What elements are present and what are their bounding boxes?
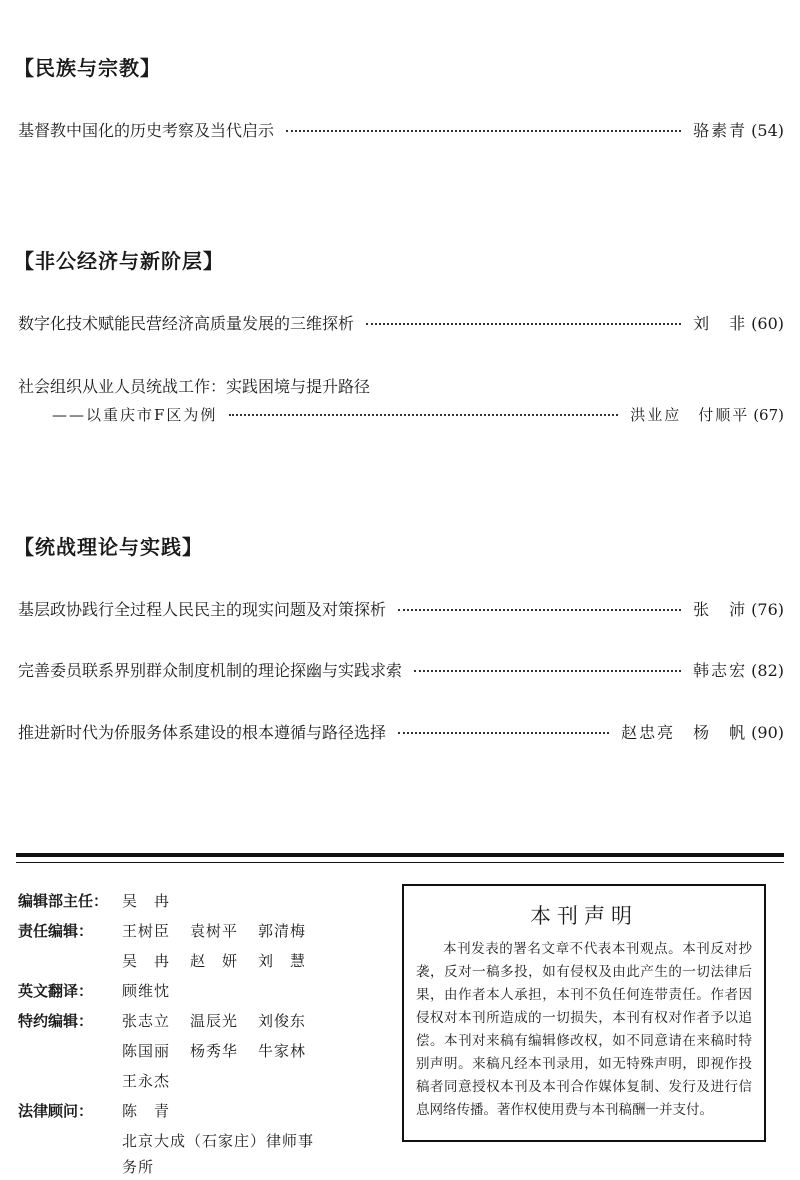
staff-name: 杨秀华 <box>190 1042 239 1060</box>
page-number: (90) <box>751 723 784 742</box>
article-title: 基督教中国化的历史考察及当代启示 <box>18 121 275 140</box>
dot-leader <box>366 322 681 325</box>
article-title: 推进新时代为侨服务体系建设的根本遵循与路径选择 <box>18 723 387 742</box>
page-number: (76) <box>751 600 784 619</box>
article-title: 数字化技术赋能民营经济高质量发展的三维探析 <box>18 314 355 333</box>
staff-name: 郭清梅 <box>258 922 307 940</box>
page-number: (67) <box>753 406 784 424</box>
page-number: (82) <box>751 661 784 680</box>
notice-body: 本刊发表的署名文章不代表本刊观点。本刊反对抄袭，反对一稿多投，如有侵权及由此产生的一切法律后果，由作者本人承担，本刊不负任何连带责任。作者因侵权对本刊所造成的一切损失，本刊有权对作者予以追偿。本刊对来稿有编辑修改权，如不同意请在来稿时特别声明。来稿凡经本刊录用，如无特殊声明，即视作投稿者同意授权本刊及本刊合作媒体复制、发行及进行信息网络传播。著作权使用费与本刊稿酬一并支付。 <box>416 941 752 1118</box>
dot-leader <box>398 731 609 734</box>
staff-name: 牛家林 <box>258 1042 307 1060</box>
article-author: 赵忠亮 杨 帆 <box>621 723 748 742</box>
staff-name: 张志立 <box>122 1012 171 1030</box>
notice-title: 本刊声明 <box>530 904 638 928</box>
staff-row-legal-advisor <box>18 1096 388 1180</box>
staff-name: 顾维忱 <box>122 982 171 1000</box>
staff-name: 吴 冉 <box>122 892 171 910</box>
staff-name: 北京大成（石家庄）律师事务所 <box>122 1132 315 1176</box>
article-author: 刘 非 <box>693 314 748 333</box>
section-heading-ethnicity-religion: 【民族与宗教】 <box>14 56 161 80</box>
staff-name: 吴 冉 <box>122 952 171 970</box>
dot-leader <box>286 129 681 132</box>
staff-name: 刘俊东 <box>258 1012 307 1030</box>
article-author: 骆素青 <box>693 121 748 140</box>
staff-label: 特约编辑： <box>18 1012 94 1030</box>
section-heading-united-front-theory: 【统战理论与实践】 <box>14 535 203 559</box>
page-number: (60) <box>751 314 784 333</box>
staff-name: 王树臣 <box>122 922 171 940</box>
staff-label: 英文翻译： <box>18 982 94 1000</box>
toc-entry[interactable] <box>52 404 784 430</box>
article-title: 基层政协践行全过程人民民主的现实问题及对策探析 <box>18 600 387 619</box>
staff-row-responsible-editors <box>18 916 388 976</box>
section-heading-private-economy: 【非公经济与新阶层】 <box>14 249 224 273</box>
article-title: 完善委员联系界别群众制度机制的理论探幽与实践求索 <box>18 661 403 680</box>
dot-leader <box>414 669 681 672</box>
staff-name: 刘 慧 <box>258 952 307 970</box>
dot-leader <box>398 608 681 611</box>
page-number: (54) <box>751 121 784 140</box>
toc-entry[interactable] <box>18 311 784 337</box>
divider-thick <box>16 853 784 857</box>
editorial-staff <box>18 886 388 1180</box>
article-title[interactable]: 社会组织从业人员统战工作：实践困境与提升路径 <box>18 377 371 396</box>
article-subtitle: ——以重庆市F区为例 <box>52 406 218 424</box>
toc-entry[interactable] <box>18 118 784 144</box>
staff-row-editor-director <box>18 886 388 916</box>
article-author: 张 沛 <box>693 600 748 619</box>
article-author: 韩志宏 <box>693 661 748 680</box>
staff-name: 陈国丽 <box>122 1042 171 1060</box>
journal-notice-box <box>402 884 766 1142</box>
toc-entry[interactable] <box>18 720 784 746</box>
staff-name: 王永杰 <box>122 1072 171 1090</box>
staff-name: 赵 妍 <box>190 952 239 970</box>
staff-label: 责任编辑： <box>18 922 94 940</box>
toc-entry[interactable] <box>18 597 784 623</box>
staff-name: 陈 青 <box>122 1102 171 1120</box>
staff-row-contributing-editors <box>18 1006 388 1096</box>
divider-thin <box>16 862 784 863</box>
article-author: 洪业应 付顺平 <box>630 406 750 424</box>
staff-name: 温辰光 <box>190 1012 239 1030</box>
dot-leader <box>229 413 618 416</box>
staff-label: 法律顾问： <box>18 1102 94 1120</box>
staff-label: 编辑部主任： <box>18 892 109 910</box>
staff-row-translator <box>18 976 388 1006</box>
staff-name: 袁树平 <box>190 922 239 940</box>
toc-entry[interactable] <box>18 658 784 684</box>
